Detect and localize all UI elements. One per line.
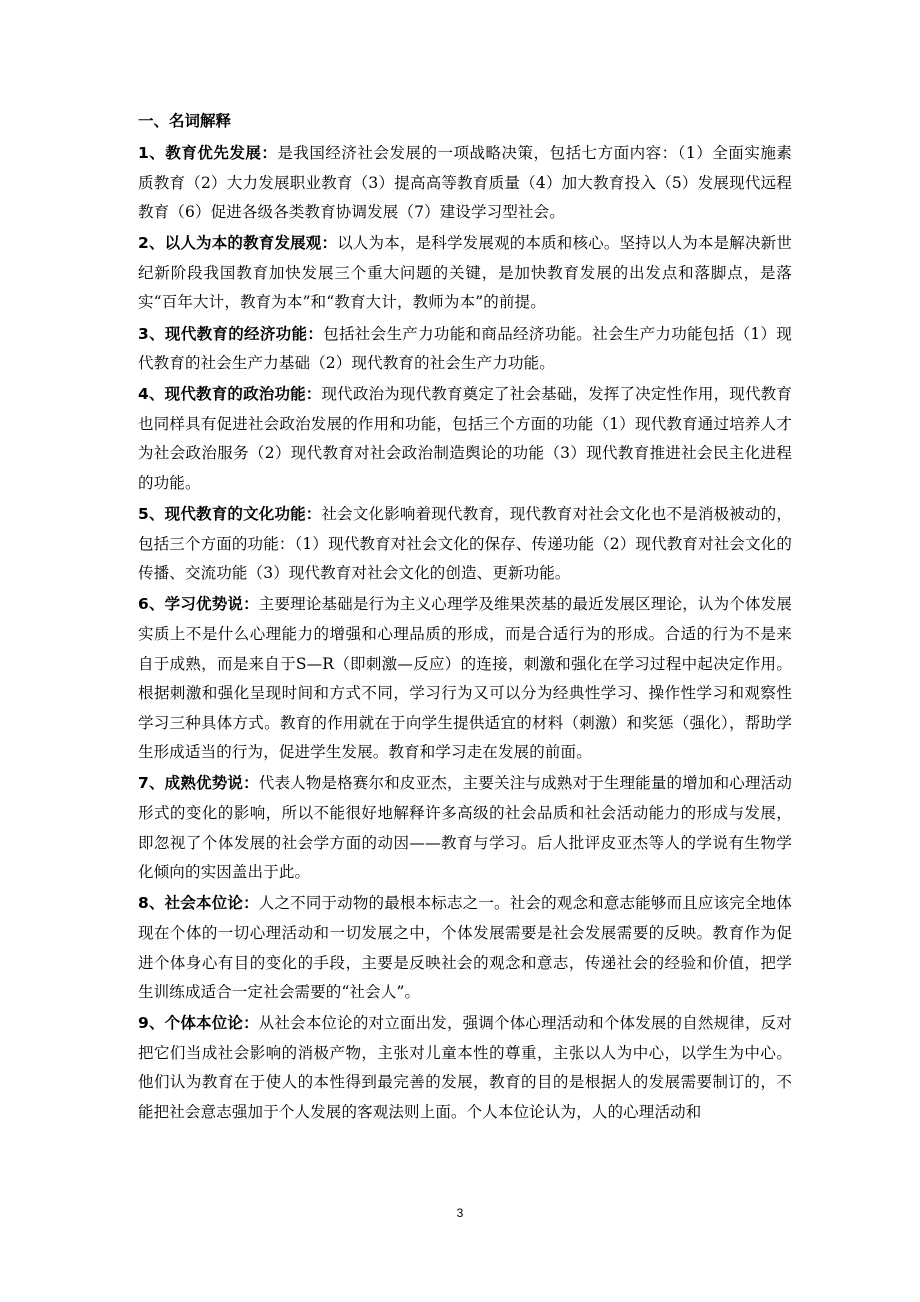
entry-text: 现代政治为现代教育奠定了社会基础，发挥了决定性作用，现代教育也同样具有促进社会政治发展的作用和功能，包括三个方面的功能（1）现代教育通过培养人才为社会政治服务（2）现代教育对社会政治制造舆论的功能（3）现代教育推进社会民主化进程的功能。: [138, 385, 792, 493]
entry-text: 代表人物是格赛尔和皮亚杰，主要关注与成熟对于生理能量的增加和心理活动形式的变化的影响，所以不能很好地解释许多高级的社会品质和社会活动能力的形成与发展，即忽视了个体发展的社会学方面的动因——教育与学习。后人批评皮亚杰等人的学说有生物学化倾向的实因盖出于此。: [138, 774, 792, 882]
entry-text: 以人为本，是科学发展观的本质和核心。坚持以人为本是解决新世纪新阶段我国教育加快发展三个重大问题的关键，是加快教育发展的出发点和落脚点，是落实“百年大计，教育为本”和“教育大计，教师为本”的前提。: [138, 234, 792, 312]
entry-text: 从社会本位论的对立面出发，强调个体心理活动和个体发展的自然规律，反对把它们当成社会影响的消极产物，主张对儿童本性的尊重，主张以人为中心，以学生为中心。他们认为教育在于使人的本性得到最完善的发展，教育的目的是根据人的发展需要制订的，不能把社会意志强加于个人发展的客观法则上面。个人本位论认为，人的心理活动和: [138, 1014, 792, 1121]
entry-1: [138, 139, 792, 228]
entry-9: [138, 1009, 792, 1127]
entry-3: [138, 320, 792, 379]
page-content: [138, 108, 792, 1129]
entry-text: 主要理论基础是行为主义心理学及维果茨基的最近发展区理论，认为个体发展实质上不是什么心理能力的增强和心理品质的形成，而是合适行为的形成。合适的行为不是来自于成熟，而是来自于S—R（即刺激—反应）的连接，刺激和强化在学习过程中起决定作用。根据刺激和强化呈现时间和方式不同，学习行为又可以分为经典性学习、操作性学习和观察性学习三种具体方式。教育的作用就在于向学生提供适宜的材料（刺激）和奖惩（强化），帮助学生形成适当的行为，促进学生发展。教育和学习走在发展的前面。: [138, 595, 792, 762]
entry-6: [138, 590, 792, 768]
entry-4: [138, 380, 792, 498]
entry-term: 5、现代教育的文化功能：: [138, 505, 322, 524]
section-heading: 一、名词解释: [138, 112, 232, 130]
entry-2: [138, 229, 792, 318]
entry-term: 7、成熟优势说：: [138, 774, 259, 793]
entry-term: 8、社会本位论：: [138, 894, 259, 913]
entry-8: [138, 889, 792, 1007]
entry-text: 人之不同于动物的最根本标志之一。社会的观念和意志能够而且应该完全地体现在个体的一切心理活动和一切发展之中，个体发展需要是社会发展需要的反映。教育作为促进个体身心有目的变化的手段，主要是反映社会的观念和意志，传递社会的经验和价值，把学生训练成适合一定社会需要的“社会人”。: [138, 894, 792, 1002]
entry-term: 4、现代教育的政治功能：: [138, 385, 322, 404]
entry-7: [138, 769, 792, 887]
entry-term: 1、教育优先发展：: [138, 144, 278, 162]
entry-text: 社会文化影响着现代教育，现代教育对社会文化也不是消极被动的，包括三个方面的功能：（1）现代教育对社会文化的保存、传递功能（2）现代教育对社会文化的传播、交流功能（3）现代教育对社会文化的创造、更新功能。: [138, 505, 792, 583]
entry-term: 6、学习优势说：: [138, 595, 259, 614]
entry-5: [138, 500, 792, 589]
page-number: 3: [456, 1206, 464, 1220]
entry-text: 包括社会生产力功能和商品经济功能。社会生产力功能包括（1）现代教育的社会生产力基础（2）现代教育的社会生产力功能。: [138, 324, 792, 373]
entry-term: 2、以人为本的教育发展观：: [138, 234, 338, 253]
entry-text: 是我国经济社会发展的一项战略决策，包括七方面内容：（1）全面实施素质教育（2）大力发展职业教育（3）提高高等教育质量（4）加大教育投入（5）发展现代远程教育（6）促进各级各类教育协调发展（7）建设学习型社会。: [138, 144, 792, 222]
entry-term: 3、现代教育的经济功能：: [138, 324, 324, 343]
entry-term: 9、个体本位论：: [138, 1014, 259, 1033]
